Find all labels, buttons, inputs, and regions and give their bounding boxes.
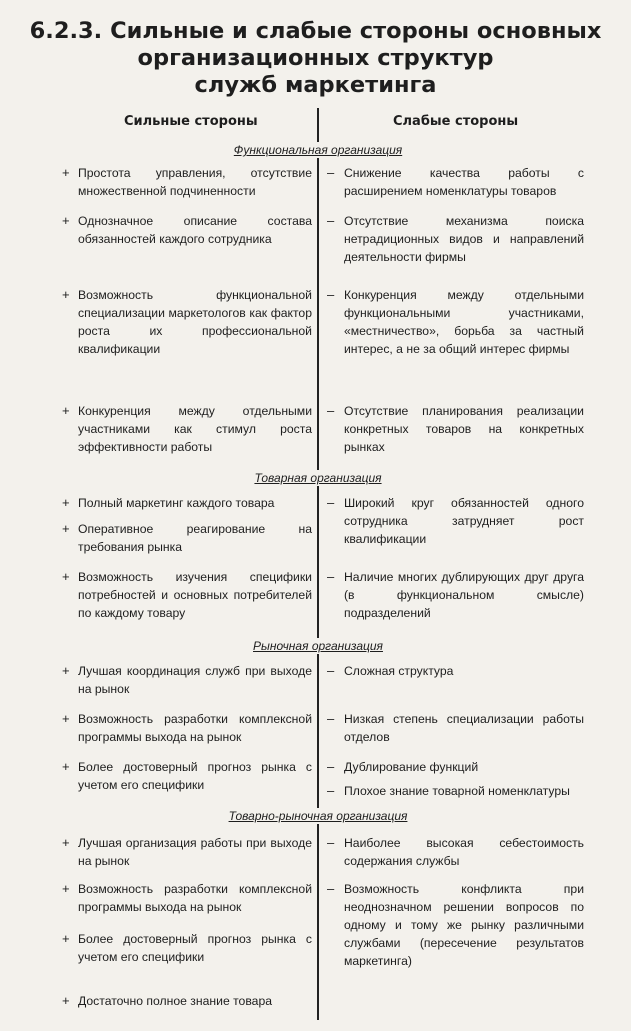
section-title-market: Рыночная организация [150,638,486,654]
weakness-item: Дублирование функций [344,760,479,774]
section-title-product: Товарная организация [150,470,486,486]
weakness-item: Наиболее высокая себестоимость содержания службы [344,836,584,868]
strength-item: Более достоверный прогноз рынка с учетом его специфики [78,932,312,964]
weakness-item: Снижение качества работы с расширением номенклатуры товаров [344,166,584,198]
weakness-item: Широкий круг обязанностей одного сотрудника затрудняет рост квалификации [344,496,584,546]
strength-item: Оперативное реагирование на требования рынка [78,522,312,554]
minus-marker: – [327,783,335,798]
weakness-item: Наличие многих дублирующих друг друга (в функциональном смысле) подразделений [344,570,584,620]
strength-item: Возможность изучения специфики потребностей и основных потребителей по каждому товару [78,570,312,620]
strength-item: Полный маркетинг каждого товара [78,496,275,510]
plus-marker: + [62,931,70,946]
minus-marker: – [327,711,335,726]
weak-column-header: Слабые стороны [393,114,519,129]
strength-item: Лучшая координация служб при выходе на рынок [78,664,312,696]
minus-marker: – [327,287,335,302]
weakness-item: Низкая степень специализации работы отделов [344,712,584,744]
strong-column-header: Сильные стороны [124,114,258,129]
section-title-product-market: Товарно-рыночная организация [150,808,486,824]
weakness-item: Возможность конфликта при неоднозначном решении вопросов по одному и тому же рынку различными службами (пересечение результатов маркетинга) [344,882,584,968]
plus-marker: + [62,881,70,896]
minus-marker: – [327,663,335,678]
strength-item: Возможность разработки комплексной программы выхода на рынок [78,882,312,914]
plus-marker: + [62,993,70,1008]
minus-marker: – [327,569,335,584]
title-line-2: организационных структур [137,45,494,71]
weakness-item: Конкуренция между отдельными функциональными участниками, «местничество», борьба за частный интерес, а не за общий интерес фирмы [344,288,584,356]
plus-marker: + [62,663,70,678]
plus-marker: + [62,521,70,536]
page-title [10,18,621,99]
strength-item: Достаточно полное знание товара [78,994,273,1008]
strength-item: Возможность функциональной специализации маркетологов как фактор роста их профессиональной квалификации [78,288,312,356]
weakness-item: Плохое знание товарной номенклатуры [344,784,570,798]
strength-item: Простота управления, отсутствие множественной подчиненности [78,166,312,198]
plus-marker: + [62,287,70,302]
minus-marker: – [327,835,335,850]
plus-marker: + [62,403,70,418]
plus-marker: + [62,711,70,726]
minus-marker: – [327,165,335,180]
title-line-3: служб маркетинга [194,72,437,98]
minus-marker: – [327,495,335,510]
minus-marker: – [327,213,335,228]
section-title-functional: Функциональная организация [150,142,486,158]
minus-marker: – [327,881,335,896]
plus-marker: + [62,835,70,850]
plus-marker: + [62,495,70,510]
strength-item: Возможность разработки комплексной программы выхода на рынок [78,712,312,744]
strength-item: Однозначное описание состава обязанностей каждого сотрудника [78,214,312,246]
strength-item: Конкуренция между отдельными участниками как стимул роста эффективности работы [78,404,312,454]
title-line-1: 6.2.3. Сильные и слабые стороны основных [29,18,602,44]
plus-marker: + [62,759,70,774]
weakness-item: Отсутствие механизма поиска нетрадиционных видов и направлений деятельности фирмы [344,214,584,264]
column-divider [317,108,319,1020]
weakness-item: Отсутствие планирования реализации конкретных товаров на конкретных рынках [344,404,584,454]
strength-item: Более достоверный прогноз рынка с учетом его специфики [78,760,312,792]
plus-marker: + [62,569,70,584]
plus-marker: + [62,165,70,180]
weakness-item: Сложная структура [344,664,454,678]
minus-marker: – [327,759,335,774]
plus-marker: + [62,213,70,228]
minus-marker: – [327,403,335,418]
strength-item: Лучшая организация работы при выходе на рынок [78,836,312,868]
